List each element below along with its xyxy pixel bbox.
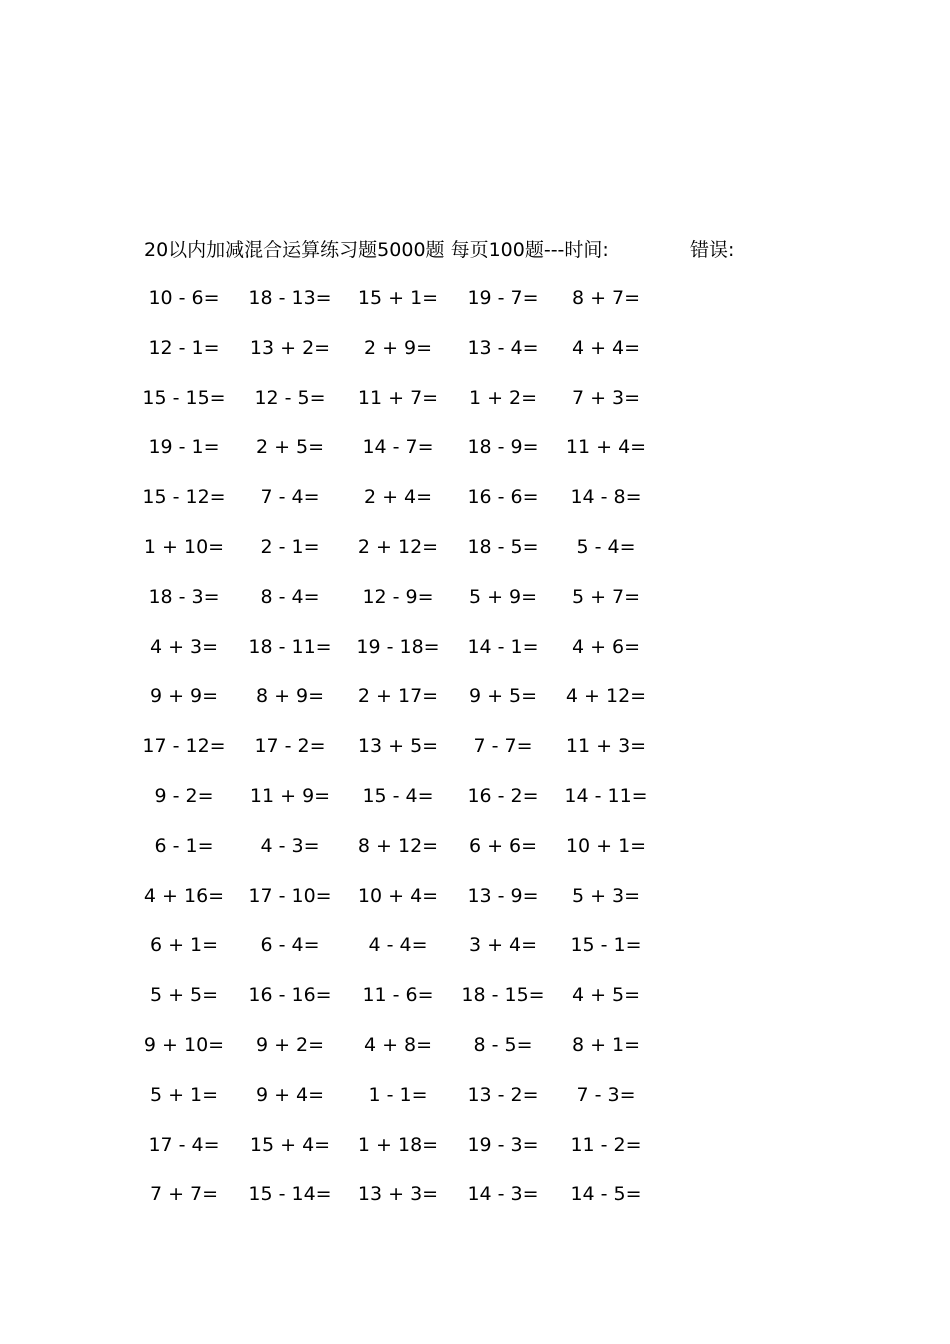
math-problem: 7 + 7= (149, 1183, 219, 1206)
problem-row (0, 681, 950, 731)
math-problem: 17 - 12= (142, 735, 226, 758)
math-problem: 8 + 1= (571, 1033, 641, 1056)
math-problem: 5 + 7= (571, 585, 641, 608)
math-problem: 2 + 4= (363, 486, 433, 509)
math-problem: 4 + 5= (571, 984, 641, 1007)
math-problem: 13 - 9= (467, 884, 539, 907)
errors-label: 错误: (690, 239, 735, 261)
math-problem: 16 - 16= (248, 984, 332, 1007)
math-problem: 6 - 4= (260, 934, 320, 957)
math-problem: 7 - 3= (576, 1083, 636, 1106)
math-problem: 1 + 18= (357, 1133, 439, 1156)
math-problem: 14 - 7= (362, 436, 434, 459)
math-problem: 15 + 1= (357, 287, 439, 309)
math-problem: 8 + 12= (357, 834, 439, 857)
math-problem: 11 + 7= (357, 386, 439, 409)
math-problem: 11 - 6= (362, 984, 434, 1007)
math-problem: 9 + 4= (255, 1083, 325, 1106)
math-problem: 16 - 6= (467, 486, 539, 509)
math-problem: 8 - 4= (260, 585, 320, 608)
math-problem: 19 - 7= (467, 287, 539, 309)
math-problem: 15 - 12= (142, 486, 226, 509)
problem-row (0, 930, 950, 980)
math-problem: 11 + 3= (565, 735, 647, 758)
math-problem: 12 - 5= (254, 386, 326, 409)
math-problem: 18 - 13= (248, 287, 332, 309)
math-problem: 1 + 2= (468, 386, 538, 409)
math-problem: 2 + 9= (363, 336, 433, 359)
problem-row (0, 731, 950, 781)
worksheet-title: 20以内加减混合运算练习题5000题 每页100题---时间: (144, 239, 609, 261)
problem-row (0, 881, 950, 931)
math-problem: 15 + 4= (249, 1133, 331, 1156)
math-problem: 19 - 3= (467, 1133, 539, 1156)
math-problem: 15 - 4= (362, 784, 434, 807)
math-problem: 5 - 4= (576, 535, 636, 558)
problem-row (0, 980, 950, 1030)
math-problem: 2 - 1= (260, 535, 320, 558)
math-problem: 9 + 2= (255, 1033, 325, 1056)
problem-grid (0, 283, 950, 1229)
problem-row (0, 383, 950, 433)
math-problem: 2 + 5= (255, 436, 325, 459)
math-problem: 1 + 10= (143, 535, 225, 558)
math-problem: 11 + 9= (249, 784, 331, 807)
problem-row (0, 432, 950, 482)
math-problem: 2 + 12= (357, 535, 439, 558)
math-problem: 10 + 4= (357, 884, 439, 907)
math-problem: 9 + 9= (149, 685, 219, 708)
math-problem: 8 + 9= (255, 685, 325, 708)
math-problem: 13 + 3= (357, 1183, 439, 1206)
math-problem: 15 - 1= (570, 934, 642, 957)
math-problem: 1 - 1= (368, 1083, 428, 1106)
math-problem: 4 + 4= (571, 336, 641, 359)
math-problem: 7 - 7= (473, 735, 533, 758)
math-problem: 10 + 1= (565, 834, 647, 857)
math-problem: 6 - 1= (154, 834, 214, 857)
math-problem: 11 - 2= (570, 1133, 642, 1156)
math-problem: 6 + 6= (468, 834, 538, 857)
math-problem: 10 - 6= (148, 287, 220, 309)
math-problem: 15 - 14= (248, 1183, 332, 1206)
problem-row (0, 283, 950, 333)
math-problem: 4 + 16= (143, 884, 225, 907)
math-problem: 4 - 4= (368, 934, 428, 957)
math-problem: 3 + 4= (468, 934, 538, 957)
problem-row (0, 1080, 950, 1130)
problem-row (0, 1030, 950, 1080)
math-problem: 7 + 3= (571, 386, 641, 409)
math-problem: 5 + 1= (149, 1083, 219, 1106)
math-problem: 14 - 11= (564, 784, 648, 807)
math-problem: 8 - 5= (473, 1033, 533, 1056)
problem-row (0, 532, 950, 582)
math-problem: 9 + 10= (143, 1033, 225, 1056)
math-problem: 14 - 1= (467, 635, 539, 658)
math-problem: 4 + 12= (565, 685, 647, 708)
math-problem: 14 - 5= (570, 1183, 642, 1206)
math-problem: 17 - 4= (148, 1133, 220, 1156)
math-problem: 17 - 2= (254, 735, 326, 758)
problem-row (0, 632, 950, 682)
math-problem: 17 - 10= (248, 884, 332, 907)
math-problem: 4 - 3= (260, 834, 320, 857)
math-problem: 13 + 2= (249, 336, 331, 359)
math-problem: 9 - 2= (154, 784, 214, 807)
math-problem: 18 - 5= (467, 535, 539, 558)
problem-row (0, 482, 950, 532)
problem-row (0, 781, 950, 831)
math-problem: 19 - 18= (356, 635, 440, 658)
math-problem: 8 + 7= (571, 287, 641, 309)
math-problem: 6 + 1= (149, 934, 219, 957)
math-problem: 15 - 15= (142, 386, 226, 409)
math-problem: 5 + 5= (149, 984, 219, 1007)
math-problem: 9 + 5= (468, 685, 538, 708)
problem-row (0, 1130, 950, 1180)
math-problem: 4 + 3= (149, 635, 219, 658)
math-problem: 4 + 8= (363, 1033, 433, 1056)
math-problem: 14 - 3= (467, 1183, 539, 1206)
problem-row (0, 1179, 950, 1229)
math-problem: 18 - 3= (148, 585, 220, 608)
math-problem: 13 + 5= (357, 735, 439, 758)
math-problem: 18 - 11= (248, 635, 332, 658)
math-problem: 18 - 15= (461, 984, 545, 1007)
worksheet-header (144, 235, 735, 265)
math-problem: 18 - 9= (467, 436, 539, 459)
math-problem: 16 - 2= (467, 784, 539, 807)
math-problem: 14 - 8= (570, 486, 642, 509)
math-problem: 2 + 17= (357, 685, 439, 708)
problem-row (0, 582, 950, 632)
math-problem: 12 - 1= (148, 336, 220, 359)
math-problem: 13 - 4= (467, 336, 539, 359)
math-problem: 19 - 1= (148, 436, 220, 459)
math-problem: 12 - 9= (362, 585, 434, 608)
problem-row (0, 831, 950, 881)
math-problem: 4 + 6= (571, 635, 641, 658)
math-problem: 7 - 4= (260, 486, 320, 509)
math-problem: 11 + 4= (565, 436, 647, 459)
problem-row (0, 333, 950, 383)
math-problem: 13 - 2= (467, 1083, 539, 1106)
math-problem: 5 + 9= (468, 585, 538, 608)
math-problem: 5 + 3= (571, 884, 641, 907)
